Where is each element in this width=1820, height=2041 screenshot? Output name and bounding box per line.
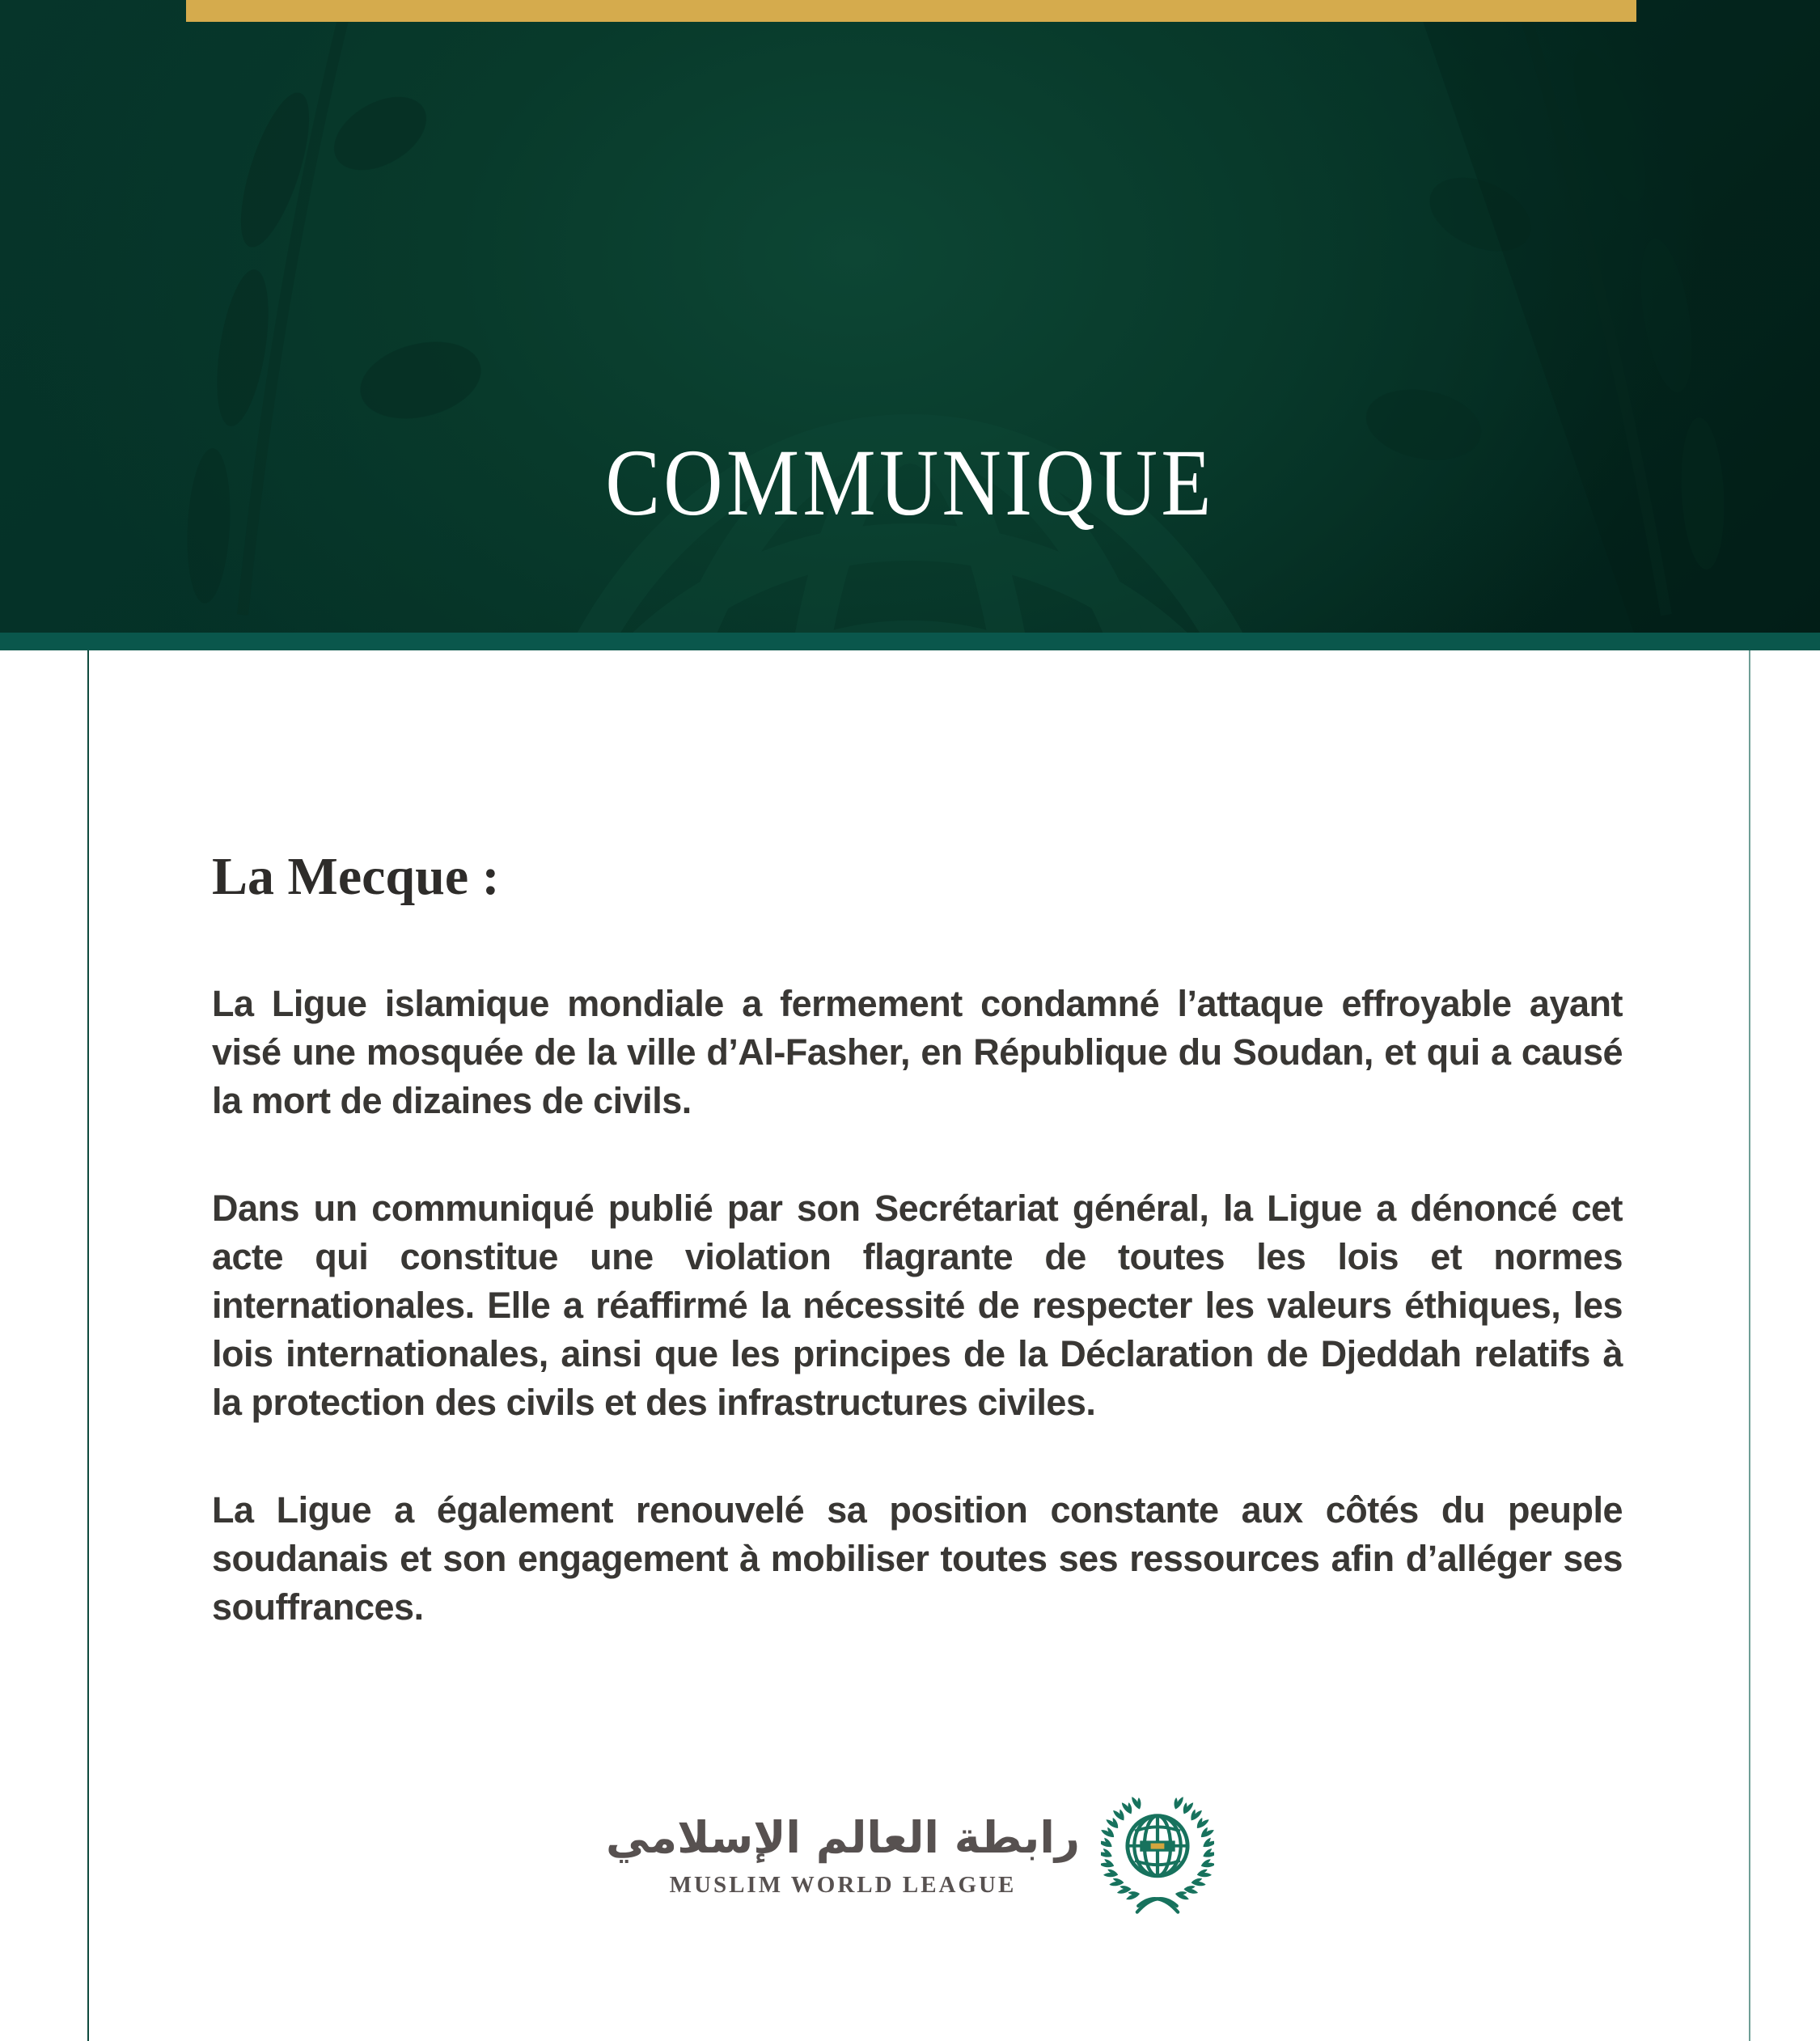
hero-background-pattern xyxy=(0,0,1820,633)
teal-divider-band xyxy=(0,633,1820,650)
document-sheet xyxy=(0,650,1820,2041)
mwl-latin-wordmark: MUSLIM WORLD LEAGUE xyxy=(669,1871,1017,1898)
hero-banner xyxy=(0,0,1820,633)
article-content xyxy=(212,847,1623,1632)
dateline-heading: La Mecque : xyxy=(212,847,500,906)
paragraph-condemnation: La Ligue islamique mondiale a fermement condamné l’attaque effroyable ayant visé une mosquée de la ville d’Al-Fasher, en République du Soudan, et qui a causé la mort de dizaines de civils. xyxy=(212,983,1623,1121)
mwl-wreath-globe-emblem xyxy=(1101,1794,1214,1917)
mwl-arabic-wordmark: رابطة العالم الإسلامي xyxy=(606,1812,1080,1864)
mwl-wordmark-group xyxy=(606,1813,1080,1898)
mwl-logo xyxy=(0,1794,1820,1917)
gold-accent-bar xyxy=(186,0,1636,22)
paragraph-support: La Ligue a également renouvelé sa position constante aux côtés du peuple soudanais et son engagement à mobiliser toutes ses ressources afin d’alléger ses souffrances. xyxy=(212,1489,1623,1628)
kaaba-gold-door xyxy=(1151,1844,1165,1849)
paragraph-statement: Dans un communiqué publié par son Secrétariat général, la Ligue a dénoncé cet acte qui constitue une violation flagrante de toutes les lois et normes internationales. Elle a réaffirmé la nécessité de respecter les valeurs éthiques, les lois internationales, ainsi que les principes de la Déclaration de Djeddah relatifs à la protection des civils et des infrastructures civiles. xyxy=(212,1188,1623,1423)
banner-title: COMMUNIQUE xyxy=(605,430,1215,536)
